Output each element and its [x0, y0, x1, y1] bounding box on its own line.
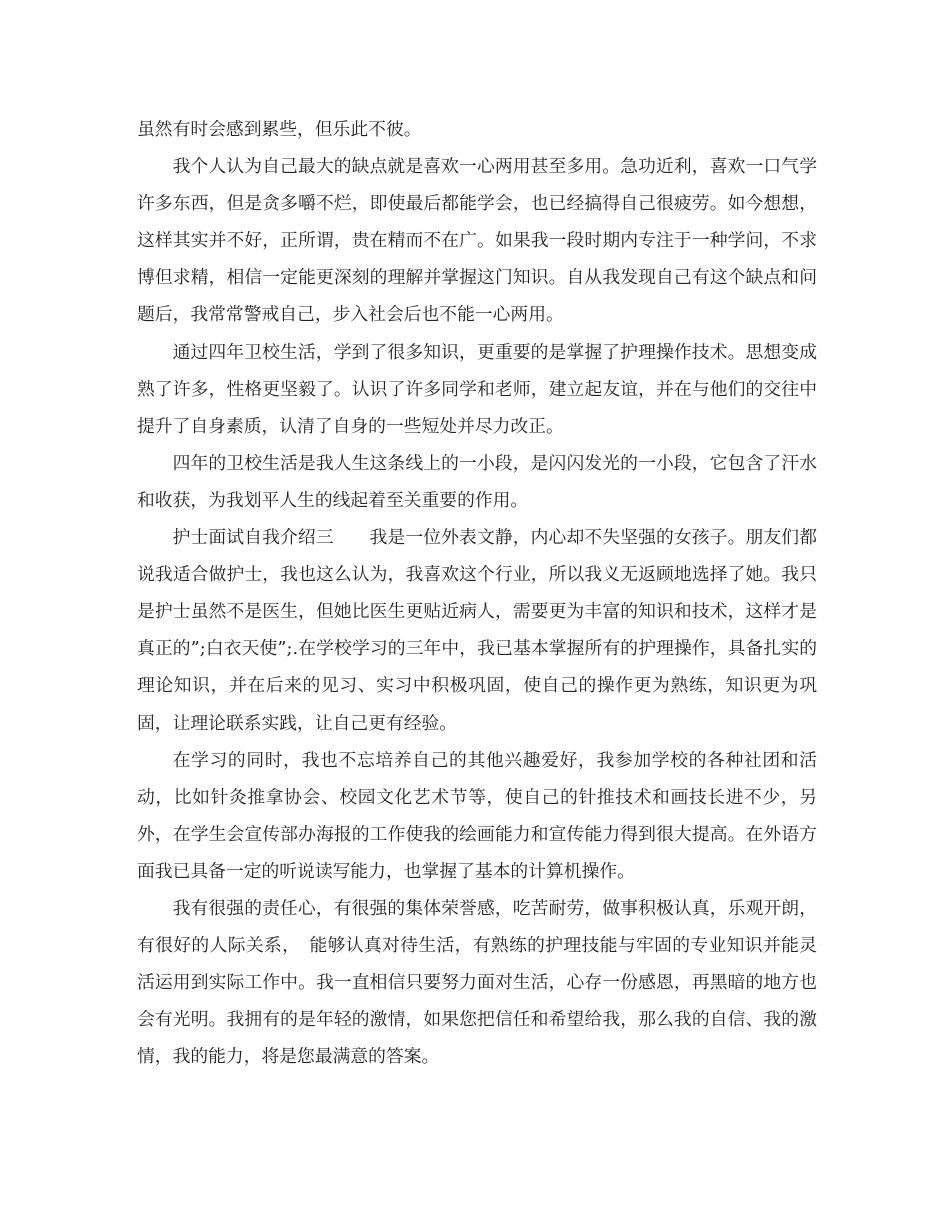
- paragraph-1: 虽然有时会感到累些，但乐此不彼。: [137, 119, 422, 140]
- paragraph-5: 护士面试自我介绍三 我是一位外表文静，内心却不失坚强的女孩子。朋友们都说我适合做护士，我也这么认为，我喜欢这个行业，所以我义无返顾地选择了她。我只是护士虽然不是医生，但她比医生更贴近病人，需要更为丰富的知识和技术，这样才是真正的”;白衣天使”;.在学校学习的三年中，我已基本掌握所有的护理操作，具备扎实的理论知识，并在后来的见习、实习中积极巩固，使自己的操作更为熟练，知识更为巩固，让理论联系实践，让自己更有经验。: [137, 527, 817, 734]
- paragraph-4: 四年的卫校生活是我人生这条线上的一小段，是闪闪发光的一小段，它包含了汗水和收获，为我划平人生的线起着至关重要的作用。: [137, 452, 817, 511]
- document-page: [137, 111, 817, 1075]
- paragraph-3: 通过四年卫校生活，学到了很多知识，更重要的是掌握了护理操作技术。思想变成熟了许多，性格更坚毅了。认识了许多同学和老师，建立起友谊，并在与他们的交往中提升了自身素质，认清了自身的一些短处并尽力改正。: [137, 341, 817, 437]
- paragraph-7: 我有很强的责任心，有很强的集体荣誉感，吃苦耐劳，做事积极认真，乐观开朗，有很好的人际关系， 能够认真对待生活，有熟练的护理技能与牢固的专业知识并能灵活运用到实际工作中。我一直相信只要努力面对生活，心存一份感恩，再黑暗的地方也会有光明。我拥有的是年轻的激情，如果您把信任和希望给我，那么我的自信、我的激情，我的能力，将是您最满意的答案。: [137, 897, 817, 1068]
- paragraph-6: 在学习的同时，我也不忘培养自己的其他兴趣爱好，我参加学校的各种社团和活动，比如针灸推拿协会、校园文化艺术节等，使自己的针推技术和画技长进不少，另外，在学生会宣传部办海报的工作使我的绘画能力和宣传能力得到很大提高。在外语方面我已具备一定的听说读写能力，也掌握了基本的计算机操作。: [137, 749, 817, 882]
- paragraph-2: 我个人认为自己最大的缺点就是喜欢一心两用甚至多用。急功近利，喜欢一口气学许多东西，但是贪多嚼不烂，即使最后都能学会，也已经搞得自己很疲劳。如今想想，这样其实并不好，正所谓，贵在精而不在广。如果我一段时期内专注于一种学问，不求博但求精，相信一定能更深刻的理解并掌握这门知识。自从我发现自己有这个缺点和问题后，我常常警戒自己，步入社会后也不能一心两用。: [137, 156, 817, 326]
